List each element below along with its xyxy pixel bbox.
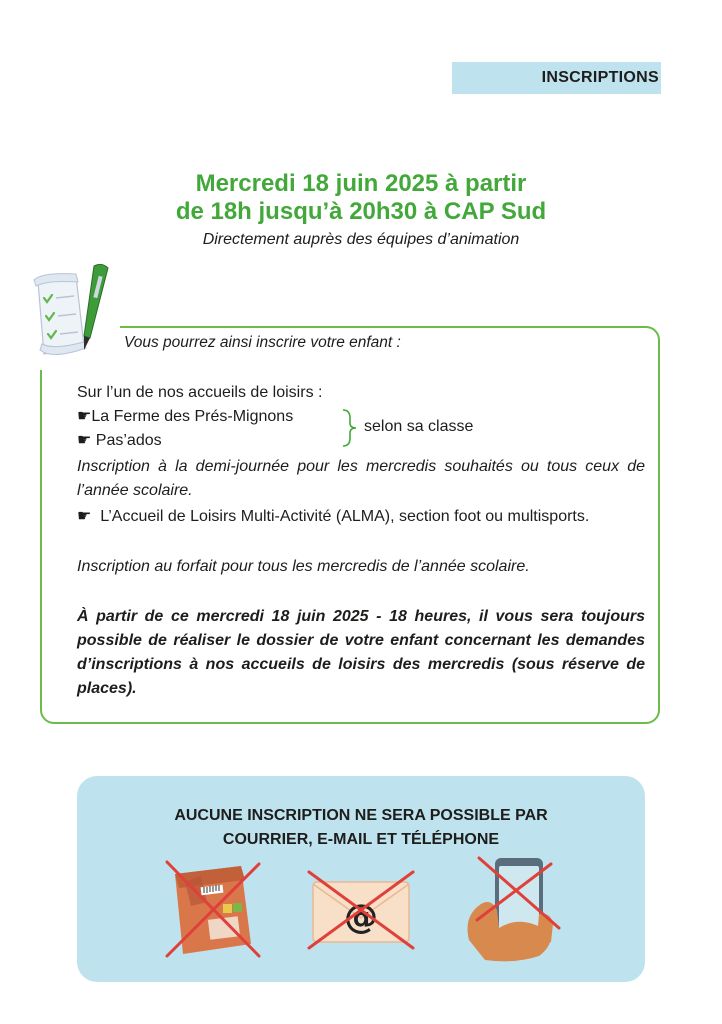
note-forfait: Inscription au forfait pour tous les mercredis de l’année scolaire. — [77, 558, 530, 575]
brace-icon — [340, 408, 360, 448]
accueil-item-ferme — [77, 405, 293, 429]
email-crossed-icon — [305, 868, 417, 952]
phone-crossed-icon — [455, 854, 567, 966]
accueil-item-pasados — [77, 429, 162, 453]
parcel-crossed-icon — [161, 860, 265, 960]
checklist-pen-icon — [24, 258, 124, 370]
section-tag — [452, 62, 661, 94]
bullet-hand-icon: ☛ — [77, 432, 92, 449]
notice-panel — [77, 776, 645, 982]
section-label: INSCRIPTIONS — [541, 69, 659, 86]
bullet-hand-icon: ☛ — [77, 508, 92, 525]
notice-line1: AUCUNE INSCRIPTION NE SERA POSSIBLE PAR — [174, 807, 548, 824]
headline-line2: de 18h jusqu’à 20h30 à CAP Sud — [175, 198, 547, 225]
brace-label: selon sa classe — [364, 418, 474, 435]
at-sign: @ — [344, 897, 378, 937]
alma-item — [77, 505, 645, 529]
event-headline — [0, 170, 722, 226]
accueil-item-pasados-label: Pas’ados — [95, 432, 162, 449]
box-intro: Vous pourrez ainsi inscrire votre enfant : — [124, 334, 401, 351]
event-subline: Directement auprès des équipes d’animation — [202, 231, 520, 248]
closing-paragraph: À partir de ce mercredi 18 juin 2025 - 18 heures, il vous sera toujours possible de réaliser le dossier de votre enfant concernant les demandes d’inscriptions à nos accueils de loisirs des mercredis (sous réserve de places). — [77, 608, 645, 697]
notice-text — [77, 804, 645, 852]
headline-line1: Mercredi 18 juin 2025 à partir — [195, 170, 527, 197]
note-demi-journee: Inscription à la demi-journée pour les mercredis souhaités ou tous ceux de l’année scolaire. — [77, 458, 645, 499]
accueil-item-ferme-label: La Ferme des Prés-Mignons — [91, 408, 294, 425]
notice-line2: COURRIER, E-MAIL ET TÉLÉPHONE — [222, 831, 500, 848]
accueils-heading: Sur l’un de nos accueils de loisirs : — [77, 384, 323, 401]
bullet-hand-icon: ☛ — [77, 408, 92, 425]
alma-label: L’Accueil de Loisirs Multi-Activité (ALMA), section foot ou multisports. — [100, 508, 590, 525]
